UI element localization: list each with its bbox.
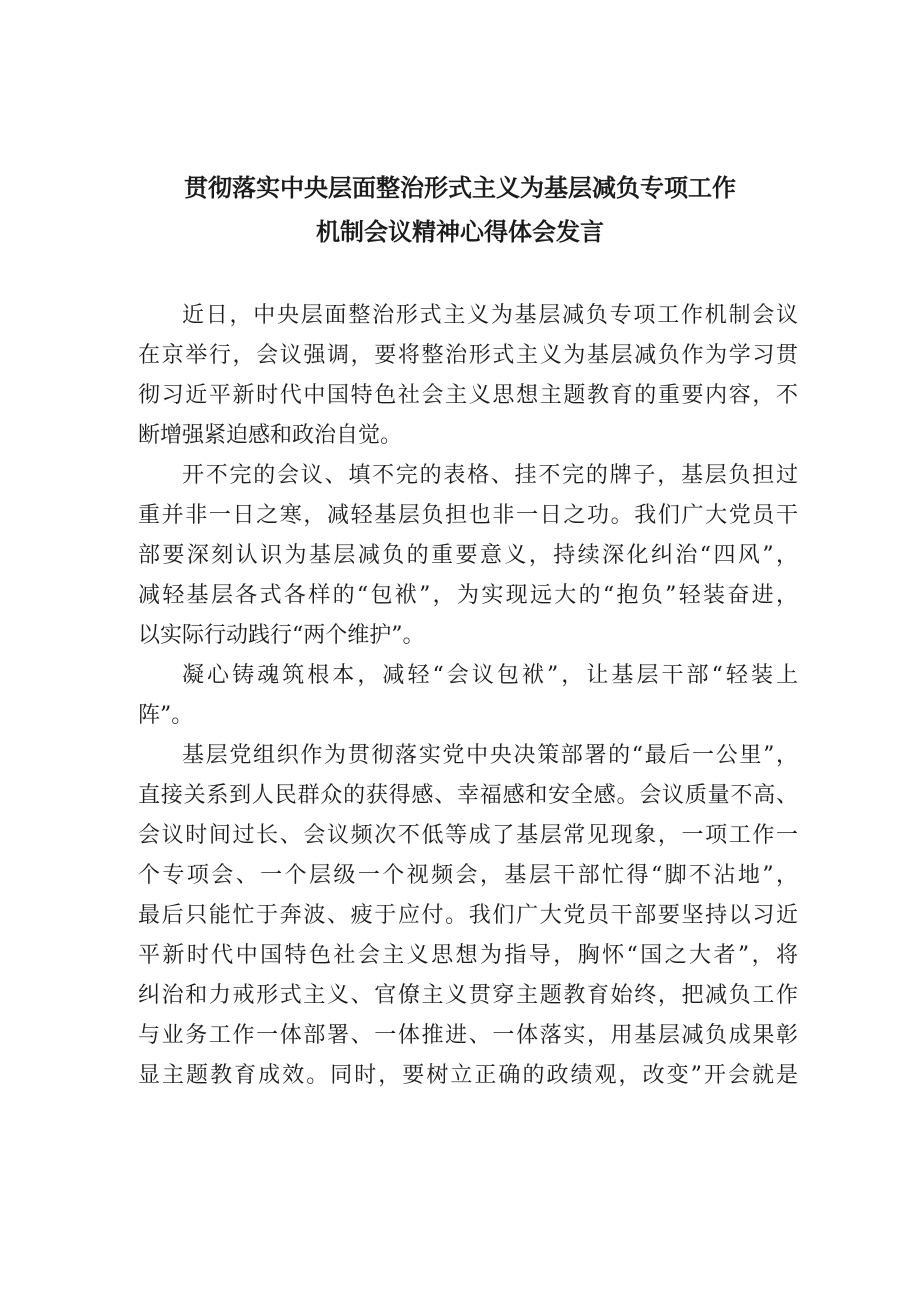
- paragraph-4: [138, 736, 798, 1096]
- paragraph-line: 个专项会、一个层级一个视频会，基层干部忙得“脚不沾地”，: [138, 863, 798, 888]
- paragraph-line: 重并非一日之寒，减轻基层负担也非一日之功。我们广大党员干: [138, 503, 798, 528]
- paragraph-line: 减轻基层各式各样的“包袱”，为实现远大的“抱负”轻装奋进，: [138, 583, 798, 608]
- paragraph-3: [138, 656, 798, 736]
- paragraph-line: 彻习近平新时代中国特色社会主义思想主题教育的重要内容，不: [138, 383, 798, 408]
- paragraph-line: 基层党组织作为贯彻落实党中央决策部署的“最后一公里”，: [182, 743, 798, 768]
- paragraph-line: 显主题教育成效。同时，要树立正确的政绩观，改变”开会就是: [138, 1063, 798, 1088]
- paragraph-line: 在京举行，会议强调，要将整治形式主义为基层减负作为学习贯: [138, 343, 798, 368]
- paragraph-line: 与业务工作一体部署、一体推进、一体落实，用基层减负成果彰: [138, 1023, 798, 1048]
- paragraph-line: 断增强紧迫感和政治自觉。: [138, 423, 403, 448]
- paragraph-line: 直接关系到人民群众的获得感、幸福感和安全感。会议质量不高、: [138, 783, 798, 808]
- paragraph-line: 平新时代中国特色社会主义思想为指导，胸怀“国之大者”，将: [138, 943, 798, 968]
- paragraph-1: [138, 296, 798, 456]
- paragraph-line: 最后只能忙于奔波、疲于应付。我们广大党员干部要坚持以习近: [138, 903, 798, 928]
- title-line-1: 贯彻落实中央层面整治形式主义为基层减负专项工作: [184, 174, 736, 202]
- title-line-2: 机制会议精神心得体会发言: [316, 218, 604, 246]
- paragraph-line: 部要深刻认识为基层减负的重要意义，持续深化纠治“四风”，: [138, 543, 798, 568]
- paragraph-line: 以实际行动践行“两个维护”。: [138, 623, 425, 648]
- paragraph-line: 纠治和力戒形式主义、官僚主义贯穿主题教育始终，把减负工作: [138, 983, 798, 1008]
- document-body: [138, 296, 798, 1096]
- paragraph-line: 近日，中央层面整治形式主义为基层减负专项工作机制会议: [182, 303, 798, 328]
- paragraph-line: 阵”。: [138, 703, 194, 728]
- paragraph-line: 会议时间过长、会议频次不低等成了基层常见现象，一项工作一: [138, 823, 798, 848]
- paragraph-line: 开不完的会议、填不完的表格、挂不完的牌子，基层负担过: [182, 463, 798, 488]
- document-title: [0, 166, 920, 254]
- paragraph-line: 凝心铸魂筑根本，减轻“会议包袱”，让基层干部“轻装上: [182, 663, 798, 688]
- paragraph-2: [138, 456, 798, 656]
